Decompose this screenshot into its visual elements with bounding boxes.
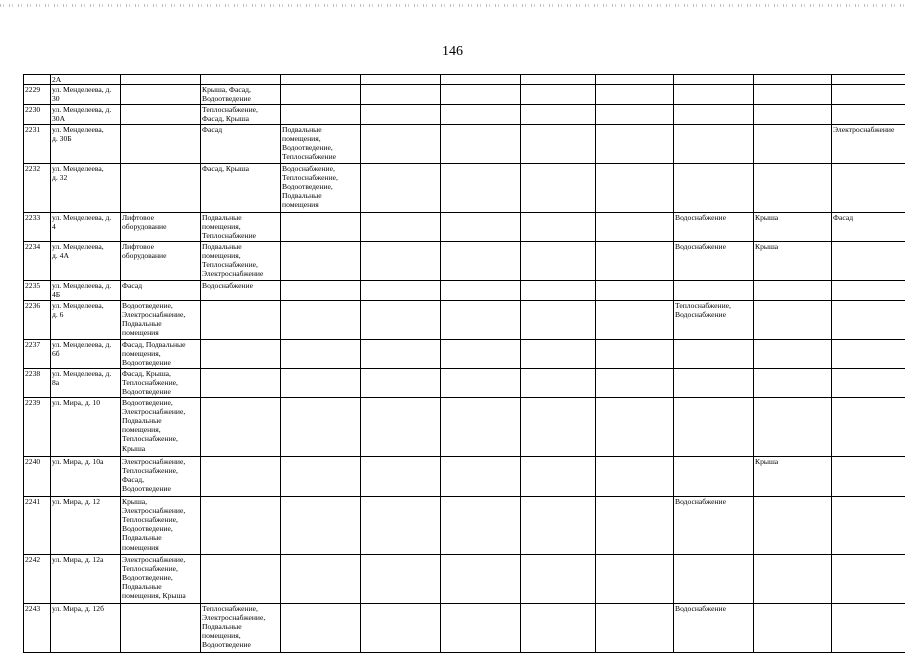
- table-cell: [754, 497, 832, 555]
- table-cell: [754, 125, 832, 164]
- row-number-cell: 2241: [24, 497, 51, 555]
- table-cell: Крыша: [754, 242, 832, 281]
- table-cell: [754, 164, 832, 213]
- table-cell: [596, 125, 674, 164]
- table-cell: [596, 75, 674, 85]
- table-cell: Водоснабжение: [201, 281, 281, 301]
- table-cell: [832, 555, 905, 604]
- table-cell: [596, 604, 674, 653]
- row-number-cell: 2236: [24, 301, 51, 340]
- address-cell: ул. Менделеева, д. 6: [51, 301, 121, 340]
- address-cell: ул. Менделеева, д. 4Б: [51, 281, 121, 301]
- table-cell: [201, 369, 281, 398]
- table-cell: [361, 555, 441, 604]
- table-row: [24, 213, 905, 242]
- table-row: [24, 604, 905, 653]
- table-cell: [361, 242, 441, 281]
- table-row: [24, 125, 905, 164]
- table-row: [24, 369, 905, 398]
- row-number-cell: 2233: [24, 213, 51, 242]
- table-cell: [832, 301, 905, 340]
- table-cell: [754, 398, 832, 457]
- table-cell: Теплоснабжение, Водоснабжение: [674, 301, 754, 340]
- table-cell: Водоснабжение: [674, 497, 754, 555]
- table-cell: Лифтовое оборудование: [121, 242, 201, 281]
- table-cell: [832, 75, 905, 85]
- table-cell: [201, 497, 281, 555]
- row-number-cell: [24, 75, 51, 85]
- table-cell: [361, 281, 441, 301]
- table-cell: [674, 398, 754, 457]
- table-cell: Крыша: [754, 213, 832, 242]
- table-cell: [521, 105, 596, 125]
- row-number-cell: 2242: [24, 555, 51, 604]
- table-cell: [521, 75, 596, 85]
- address-cell: ул. Мира, д. 12а: [51, 555, 121, 604]
- table-cell: [361, 604, 441, 653]
- address-cell: ул. Менделеева, д. 6б: [51, 340, 121, 369]
- table-cell: Электроснабжение, Теплоснабжение, Водоотведение, Подвальные помещения, Крыша: [121, 555, 201, 604]
- table-cell: [201, 398, 281, 457]
- table-row: [24, 105, 905, 125]
- table-cell: [441, 105, 521, 125]
- address-cell: ул. Менделеева, д. 8а: [51, 369, 121, 398]
- table-cell: [832, 164, 905, 213]
- table-cell: [596, 457, 674, 497]
- table-cell: [521, 398, 596, 457]
- table-cell: [521, 301, 596, 340]
- address-cell: ул. Менделеева, д. 30Б: [51, 125, 121, 164]
- table-cell: [441, 75, 521, 85]
- table-cell: [596, 85, 674, 105]
- table-cell: [201, 457, 281, 497]
- table-cell: [441, 457, 521, 497]
- row-number-cell: 2237: [24, 340, 51, 369]
- table-cell: Фасад, Крыша: [201, 164, 281, 213]
- row-number-cell: 2238: [24, 369, 51, 398]
- table-cell: [521, 164, 596, 213]
- table-cell: [521, 281, 596, 301]
- table-cell: Подвальные помещения, Водоотведение, Теплоснабжение: [281, 125, 361, 164]
- table-cell: Водоотведение, Электроснабжение, Подвальные помещения: [121, 301, 201, 340]
- table-cell: [754, 340, 832, 369]
- table-cell: Фасад, Подвальные помещения, Водоотведение: [121, 340, 201, 369]
- table-cell: [832, 497, 905, 555]
- table-cell: [281, 301, 361, 340]
- table-cell: [281, 369, 361, 398]
- table-cell: [441, 497, 521, 555]
- table-cell: Фасад, Крыша, Теплоснабжение, Водоотведение: [121, 369, 201, 398]
- table-cell: [596, 281, 674, 301]
- table-cell: Водоотведение, Электроснабжение, Подвальные помещения, Теплоснабжение, Крыша: [121, 398, 201, 457]
- table-cell: [596, 340, 674, 369]
- table-cell: [361, 369, 441, 398]
- row-number-cell: 2239: [24, 398, 51, 457]
- table-cell: [832, 242, 905, 281]
- table-cell: [441, 213, 521, 242]
- address-cell: ул. Мира, д. 10: [51, 398, 121, 457]
- table-cell: [281, 281, 361, 301]
- table-cell: [596, 497, 674, 555]
- table-cell: [121, 125, 201, 164]
- table-cell: [674, 105, 754, 125]
- table-cell: [441, 242, 521, 281]
- table-cell: [832, 457, 905, 497]
- address-cell: ул. Мира, д. 10а: [51, 457, 121, 497]
- table-cell: [596, 242, 674, 281]
- table-cell: [121, 105, 201, 125]
- table-cell: [674, 281, 754, 301]
- row-number-cell: 2235: [24, 281, 51, 301]
- table-cell: [281, 457, 361, 497]
- table-cell: [674, 125, 754, 164]
- table-cell: Электроснабжение: [832, 125, 905, 164]
- table-cell: [754, 301, 832, 340]
- table-cell: [201, 340, 281, 369]
- table-cell: [281, 604, 361, 653]
- table-cell: [121, 85, 201, 105]
- table-cell: [596, 301, 674, 340]
- address-cell: ул. Мира, д. 12: [51, 497, 121, 555]
- table-cell: [596, 369, 674, 398]
- table-cell: [832, 340, 905, 369]
- table-row: [24, 398, 905, 457]
- table-cell: [674, 457, 754, 497]
- table-cell: Водоснабжение: [674, 604, 754, 653]
- table-cell: [832, 281, 905, 301]
- table-cell: Теплоснабжение, Электроснабжение, Подвальные помещения, Водоотведение: [201, 604, 281, 653]
- address-cell: ул. Менделеева, д. 4: [51, 213, 121, 242]
- table-cell: [754, 85, 832, 105]
- table-cell: [521, 604, 596, 653]
- table-cell: [674, 340, 754, 369]
- address-cell: 2А: [51, 75, 121, 85]
- table-cell: Фасад: [121, 281, 201, 301]
- row-number-cell: 2234: [24, 242, 51, 281]
- table-cell: [361, 213, 441, 242]
- table-cell: Теплоснабжение, Фасад, Крыша: [201, 105, 281, 125]
- scan-artifact-line: [0, 4, 905, 7]
- table-cell: Водоснабжение: [674, 213, 754, 242]
- table-cell: [521, 497, 596, 555]
- address-cell: ул. Менделеева, д. 32: [51, 164, 121, 213]
- table-cell: [121, 75, 201, 85]
- table-cell: [281, 85, 361, 105]
- table-row: [24, 497, 905, 555]
- table-cell: [674, 369, 754, 398]
- table-cell: Водоснабжение: [674, 242, 754, 281]
- table-cell: [281, 497, 361, 555]
- table-cell: Подвальные помещения, Теплоснабжение: [201, 213, 281, 242]
- table-cell: [596, 398, 674, 457]
- table-cell: [441, 340, 521, 369]
- address-cell: ул. Менделеева, д. 30А: [51, 105, 121, 125]
- table-cell: [361, 457, 441, 497]
- table-cell: [281, 75, 361, 85]
- table-cell: [521, 242, 596, 281]
- table-row: [24, 301, 905, 340]
- table-cell: [674, 164, 754, 213]
- table-row: [24, 340, 905, 369]
- table-cell: [521, 125, 596, 164]
- table-cell: [281, 242, 361, 281]
- table-cell: [361, 85, 441, 105]
- address-cell: ул. Менделеева, д. 30: [51, 85, 121, 105]
- table-cell: [754, 369, 832, 398]
- table-cell: [361, 105, 441, 125]
- table-cell: [281, 398, 361, 457]
- table-cell: [596, 213, 674, 242]
- table-cell: [281, 213, 361, 242]
- address-cell: ул. Мира, д. 12б: [51, 604, 121, 653]
- address-cell: ул. Менделеева, д. 4А: [51, 242, 121, 281]
- table-cell: [361, 340, 441, 369]
- table-cell: [281, 555, 361, 604]
- table-cell: [521, 85, 596, 105]
- row-number-cell: 2231: [24, 125, 51, 164]
- table-cell: [441, 85, 521, 105]
- table-cell: [441, 604, 521, 653]
- table-cell: [832, 105, 905, 125]
- table-cell: [281, 105, 361, 125]
- table-cell: [441, 125, 521, 164]
- table-cell: [361, 301, 441, 340]
- row-number-cell: 2229: [24, 85, 51, 105]
- table-cell: [281, 340, 361, 369]
- table-cell: Крыша, Фасад, Водоотведение: [201, 85, 281, 105]
- table-cell: [361, 398, 441, 457]
- table-cell: [832, 398, 905, 457]
- table-cell: [521, 555, 596, 604]
- table-cell: [674, 555, 754, 604]
- page-number: 146: [0, 44, 905, 60]
- table-cell: Электроснабжение, Теплоснабжение, Фасад, Водоотведение: [121, 457, 201, 497]
- table-cell: [361, 497, 441, 555]
- table-cell: [441, 369, 521, 398]
- table-row: [24, 242, 905, 281]
- table-cell: [521, 369, 596, 398]
- table-cell: [596, 164, 674, 213]
- table-row: [24, 457, 905, 497]
- table-cell: [596, 105, 674, 125]
- table-cell: [441, 301, 521, 340]
- table-cell: [121, 604, 201, 653]
- row-number-cell: 2240: [24, 457, 51, 497]
- table-cell: [754, 604, 832, 653]
- housing-repair-schedule-table: [23, 74, 905, 653]
- table-cell: Подвальные помещения, Теплоснабжение, Электроснабжение: [201, 242, 281, 281]
- row-number-cell: 2243: [24, 604, 51, 653]
- table-row: [24, 164, 905, 213]
- table-cell: Крыша: [754, 457, 832, 497]
- table-cell: [201, 75, 281, 85]
- table-cell: Лифтовое оборудование: [121, 213, 201, 242]
- table-cell: [361, 75, 441, 85]
- table-cell: [201, 555, 281, 604]
- table-cell: Фасад: [832, 213, 905, 242]
- table-cell: Водоснабжение, Теплоснабжение, Водоотведение, Подвальные помещения: [281, 164, 361, 213]
- table-cell: [201, 301, 281, 340]
- row-number-cell: 2232: [24, 164, 51, 213]
- table-row: [24, 281, 905, 301]
- table-cell: [754, 75, 832, 85]
- table-cell: Крыша, Электроснабжение, Теплоснабжение, Водоотведение, Подвальные помещения: [121, 497, 201, 555]
- table-cell: [832, 604, 905, 653]
- table-cell: [441, 555, 521, 604]
- table-cell: [754, 105, 832, 125]
- table-cell: [832, 85, 905, 105]
- table-cell: [441, 281, 521, 301]
- table-cell: [121, 164, 201, 213]
- table-cell: [361, 125, 441, 164]
- table-row: [24, 555, 905, 604]
- table-cell: [674, 75, 754, 85]
- table-cell: [754, 555, 832, 604]
- table-cell: [521, 213, 596, 242]
- table-cell: [754, 281, 832, 301]
- table-cell: [441, 398, 521, 457]
- table-cell: [832, 369, 905, 398]
- table-cell: [521, 340, 596, 369]
- table-cell: [361, 164, 441, 213]
- table-cell: [521, 457, 596, 497]
- table-cell: [596, 555, 674, 604]
- table-row: [24, 85, 905, 105]
- table-cell: Фасад: [201, 125, 281, 164]
- table-cell: [441, 164, 521, 213]
- row-number-cell: 2230: [24, 105, 51, 125]
- table-cell: [674, 85, 754, 105]
- table-row: [24, 75, 905, 85]
